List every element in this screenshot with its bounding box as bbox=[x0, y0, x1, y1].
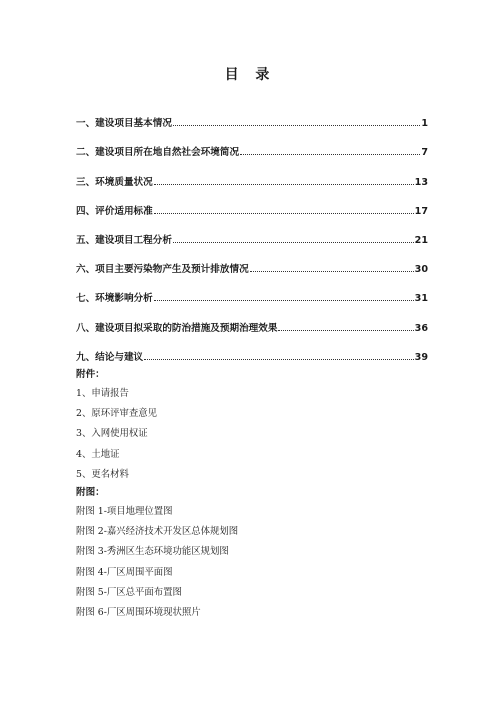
figures-section bbox=[76, 484, 376, 623]
toc-entry[interactable] bbox=[76, 158, 428, 187]
toc-entry-label: 二、建设项目所在地自然社会环境简况 bbox=[76, 147, 240, 159]
toc-entry[interactable] bbox=[76, 217, 428, 246]
toc-entry-page: 39 bbox=[414, 351, 428, 363]
toc-entry[interactable] bbox=[76, 334, 428, 363]
toc-entry-page: 13 bbox=[414, 176, 428, 188]
page-title: 目 录 bbox=[224, 67, 276, 83]
toc-leader-dots bbox=[173, 125, 420, 126]
toc-entry[interactable] bbox=[76, 188, 428, 217]
toc-entry-label: 五、建设项目工程分析 bbox=[76, 234, 172, 246]
toc-leader-dots bbox=[154, 184, 414, 185]
attachment-item: 5、更名材料 bbox=[76, 468, 129, 480]
toc-entry-page: 7 bbox=[421, 147, 428, 159]
toc-leader-dots bbox=[278, 330, 413, 331]
toc-entry-label: 一、建设项目基本情况 bbox=[76, 118, 172, 130]
toc-leader-dots bbox=[250, 271, 414, 272]
table-of-contents bbox=[76, 100, 428, 363]
attachment-item: 2、原环评审查意见 bbox=[76, 408, 157, 420]
toc-leader-dots bbox=[144, 359, 413, 360]
toc-leader-dots bbox=[154, 300, 414, 301]
attachment-item: 4、土地证 bbox=[76, 448, 120, 460]
toc-entry-label: 四、评价适用标准 bbox=[76, 205, 153, 217]
toc-entry-page: 1 bbox=[421, 118, 428, 130]
attachment-item: 3、入网使用权证 bbox=[76, 428, 148, 440]
figure-item: 附图 1-项目地理位置图 bbox=[76, 506, 173, 517]
figure-item: 附图 3-秀洲区生态环境功能区规划图 bbox=[76, 546, 229, 558]
toc-entry-label: 八、建设项目拟采取的防治措施及预期治理效果 bbox=[76, 322, 278, 334]
toc-entry-page: 36 bbox=[414, 322, 428, 334]
figure-item: 附图 5-厂区总平面布置图 bbox=[76, 586, 182, 598]
toc-entry-page: 17 bbox=[414, 205, 428, 217]
toc-leader-dots bbox=[173, 242, 414, 243]
toc-entry-page: 21 bbox=[414, 234, 428, 246]
toc-entry[interactable] bbox=[76, 304, 428, 333]
toc-entry[interactable] bbox=[76, 100, 428, 129]
toc-entry-label: 三、环境质量状况 bbox=[76, 176, 153, 188]
toc-leader-dots bbox=[154, 213, 414, 214]
toc-entry[interactable] bbox=[76, 275, 428, 304]
attachment-item: 1、申请报告 bbox=[76, 388, 129, 399]
figure-item: 附图 4-厂区周围平面图 bbox=[76, 566, 173, 578]
attachments-heading: 附件： bbox=[76, 369, 105, 380]
toc-entry-page: 30 bbox=[414, 264, 428, 276]
toc-entry-label: 九、结论与建议 bbox=[76, 351, 144, 363]
figures-heading: 附图： bbox=[76, 487, 105, 498]
toc-entry-label: 六、项目主要污染物产生及预计排放情况 bbox=[76, 264, 249, 276]
toc-entry-label: 七、环境影响分析 bbox=[76, 293, 153, 305]
toc-entry-page: 31 bbox=[414, 293, 428, 305]
toc-entry[interactable] bbox=[76, 129, 428, 158]
toc-entry[interactable] bbox=[76, 246, 428, 275]
figure-item: 附图 2-嘉兴经济技术开发区总体规划图 bbox=[76, 526, 239, 538]
attachments-section bbox=[76, 366, 376, 485]
toc-leader-dots bbox=[240, 154, 420, 155]
figure-item: 附图 6-厂区周围环境现状照片 bbox=[76, 606, 201, 618]
